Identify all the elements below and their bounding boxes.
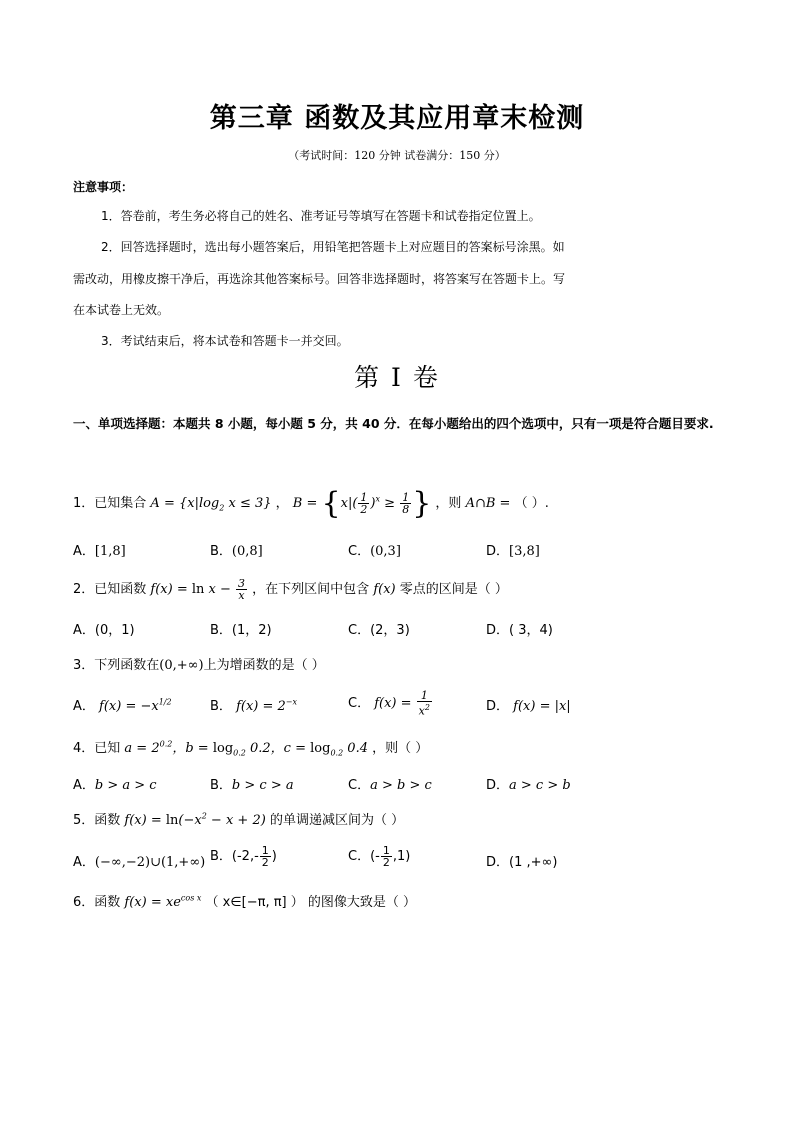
q4-option-d: D．a > c > b xyxy=(486,778,571,793)
notice-item-2a: 2．回答选择题时，选出每小题答案后，用铅笔把答题卡上对应题目的答案标号涂黑。如 xyxy=(101,240,565,254)
q5-option-c: C．(- $\frac{1}{2}$ ,1) xyxy=(348,844,411,869)
q4-prefix: 4．已知 xyxy=(73,741,121,756)
question-4 xyxy=(73,737,428,758)
q2-end: 零点的区间是（ ） xyxy=(399,582,508,597)
q4-end: ，则（ ） xyxy=(372,741,429,756)
notice-item-1: 1．答卷前，考生务必将自己的姓名、准考证号等填写在答题卡和试卷指定位置上。 xyxy=(101,209,541,223)
q1-suffix: ，则 xyxy=(435,496,462,511)
q1-option-a: A．[1,8] xyxy=(73,544,126,559)
q5-option-b: B．(-2,- $\frac{1}{2}$ ) xyxy=(210,844,277,869)
q3-interval: (0,+∞) xyxy=(159,658,204,673)
q2-function: f(x) = ln x − $\frac{3}{x}$ xyxy=(150,577,246,602)
section-heading: 一、单项选择题：本题共 8 小题，每小题 5 分，共 40 分．在每小题给出的四个选项中，只有一项是符合题目要求. xyxy=(73,416,714,431)
q1-option-c: C．(0,3] xyxy=(348,544,401,559)
q1-prefix: 1．已知集合 xyxy=(73,496,147,511)
question-5 xyxy=(73,809,404,828)
q5-end: 的单调递减区间为（ ） xyxy=(269,813,405,828)
q5-function: $f(x) = \ln(-x^2 - x + 2)$ xyxy=(124,811,266,828)
q6-end: 的图像大致是（ ） xyxy=(307,895,417,910)
question-3 xyxy=(73,654,325,673)
notice-item-2b: 需改动，用橡皮擦干净后，再选涂其他答案标号。回答非选择题时，将答案写在答题卡上。写 xyxy=(73,272,566,286)
q1-intersection: A∩B = xyxy=(465,496,511,511)
notice-heading: 注意事项： xyxy=(73,180,134,194)
q5-prefix: 5．函数 xyxy=(73,813,121,828)
q4-option-a: A．b > a > c xyxy=(73,778,157,793)
q5-option-a: A．(−∞,−2)∪(1,+∞) xyxy=(73,855,206,870)
question-1: 1．已知集合 $A = \{x|\log_2$ x ≤ 3} ， B = {x|( $\frac{1}{2}$ )$^x$ ≥ $\frac{1}{8}$ } ，则 A∩B = （ ）. xyxy=(73,486,549,521)
q2-fx: f(x) xyxy=(373,582,396,597)
q4-option-c: C．a > b > c xyxy=(348,778,432,793)
q3-option-d: D． f(x) = |x| xyxy=(486,699,571,714)
q2-prefix: 2．已知函数 xyxy=(73,582,147,597)
q3-end: 上为增函数的是（ ） xyxy=(203,658,325,673)
notice-item-3: 3．考试结束后，将本试卷和答题卡一并交回。 xyxy=(101,334,349,348)
q1-set-a: $A = \{x|\log_2$ x ≤ 3} xyxy=(150,496,272,513)
q1-set-b: B = {x|( $\frac{1}{2}$ )$^x$ ≥ $\frac{1}{8}$ } xyxy=(292,486,432,521)
q1-option-d: D．[3,8] xyxy=(486,544,540,559)
q1-end: （ ）. xyxy=(514,496,549,511)
question-6 xyxy=(73,891,416,910)
q3-option-c: C． f(x) = $\frac{1}{x^2}$ xyxy=(348,689,430,718)
q6-function: $f(x) = xe^{cos x}$ xyxy=(124,893,202,910)
q4-option-b: B．b > c > a xyxy=(210,778,294,793)
q6-prefix: 6．函数 xyxy=(73,895,121,910)
q5-option-d: D．(1 ,+∞) xyxy=(486,855,558,870)
question-2 xyxy=(73,578,508,601)
q2-middle: ，在下列区间中包含 xyxy=(252,582,370,597)
q1-option-b: B．(0,8] xyxy=(210,544,263,559)
page-title: 第三章 函数及其应用章末检测 xyxy=(209,103,585,134)
part-title: 第 I 卷 xyxy=(354,363,440,392)
q2-option-d: D．( 3，4) xyxy=(486,623,553,638)
q3-option-a: A． $f(x) = -x^{1/2}$ xyxy=(73,697,172,714)
q3-prefix: 3．下列函数在 xyxy=(73,658,160,673)
q4-values: $a = 2^{0.2}$，$b = \log_{0.2} 0.2$，$c = \log_{0.2} 0.4$ xyxy=(124,739,368,758)
q2-option-a: A．(0，1) xyxy=(73,623,135,638)
exam-info: （考试时间：120 分钟 试卷满分：150 分） xyxy=(288,149,506,162)
q3-option-b: B． $f(x) = 2^{-x}$ xyxy=(210,697,297,714)
q6-domain: （ x∈[−π, π] ） xyxy=(205,895,304,910)
notice-item-2c: 在本试卷上无效。 xyxy=(73,303,170,317)
q2-option-c: C．(2，3) xyxy=(348,623,410,638)
q2-option-b: B．(1，2) xyxy=(210,623,272,638)
